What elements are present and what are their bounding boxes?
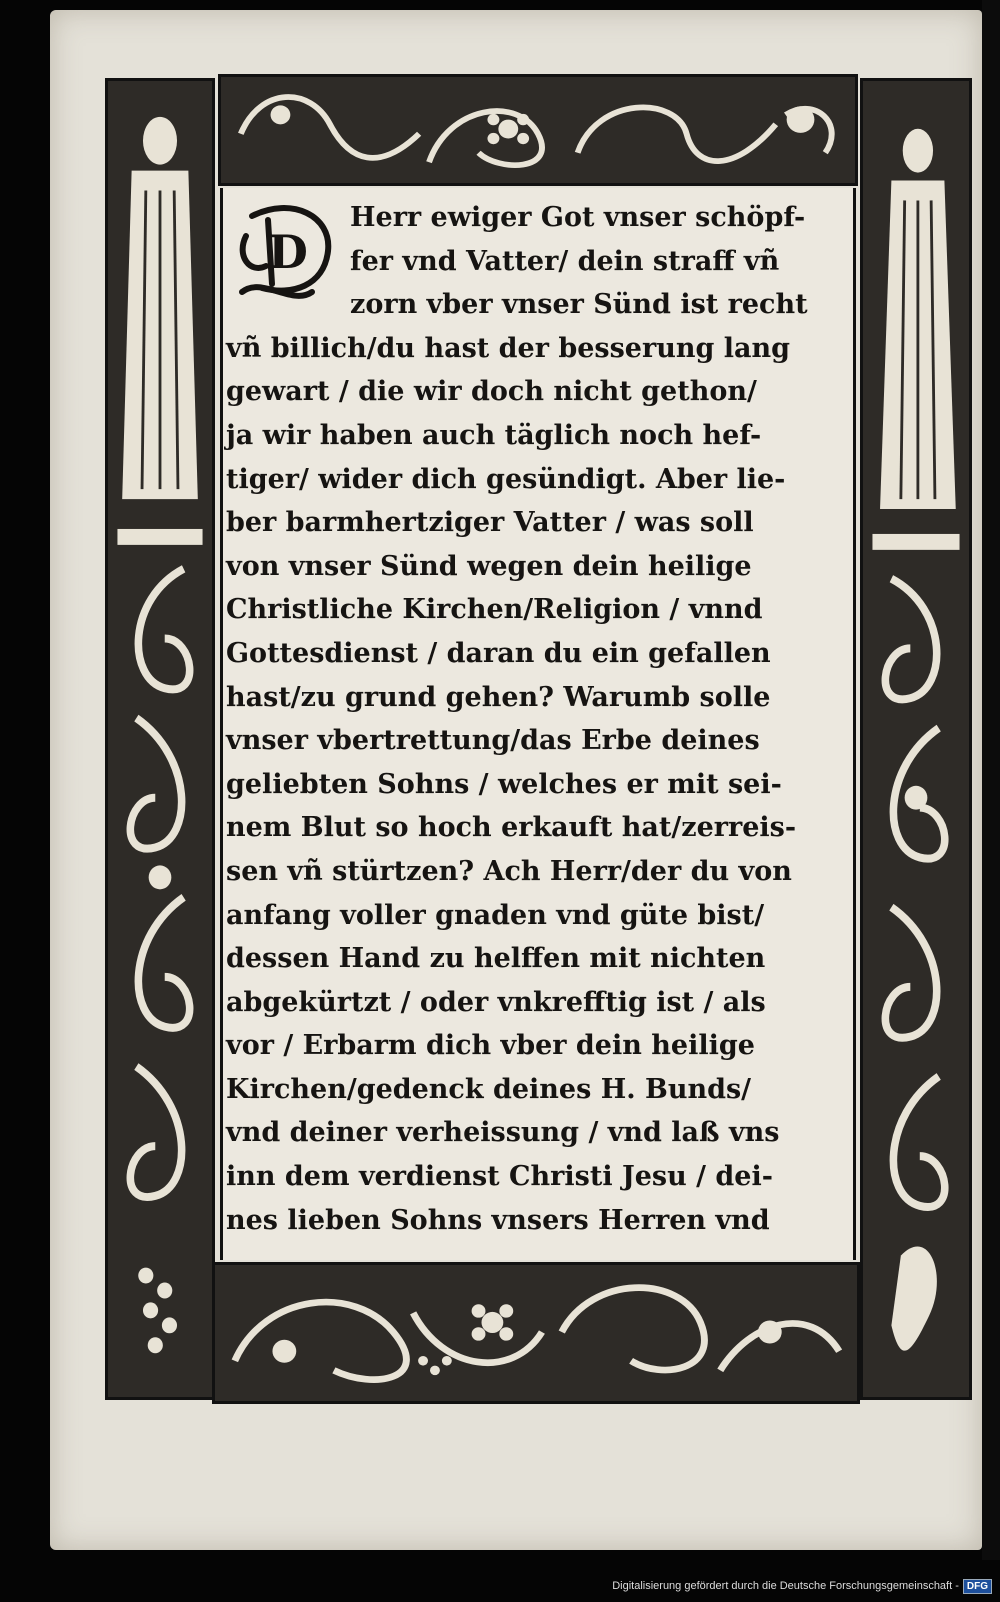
text-line: vnd deiner verheissung / vnd laß vns: [226, 1117, 780, 1149]
dfg-logo[interactable]: DFG: [963, 1579, 992, 1594]
initial-letter: D: [268, 225, 308, 279]
text-line: geliebten Sohns / welches er mit sei-: [226, 768, 782, 800]
woodcut-top-border: [218, 74, 858, 186]
text-line: nes lieben Sohns vnsers Herren vnd: [226, 1204, 770, 1236]
book-edge: [982, 0, 1000, 1560]
digitization-credit: [612, 1575, 992, 1597]
credit-text: Digitalisierung gefördert durch die Deutsche Forschungsgemeinschaft -: [612, 1580, 959, 1592]
woodcut-right-border: [860, 78, 972, 1400]
text-line: inn dem verdienst Christi Jesu / dei-: [226, 1161, 773, 1193]
text-line: gewart / die wir doch nicht gethon/: [226, 376, 757, 408]
text-line: hast/zu grund gehen? Warumb solle: [226, 681, 771, 713]
woodcut-bottom-border: [212, 1262, 860, 1404]
text-line: Gottesdienst / daran du ein gefallen: [226, 637, 771, 669]
text-line: vñ billich/du hast der besserung lang: [226, 332, 791, 364]
text-line: abgekürtzt / oder vnkrefftig ist / als: [226, 986, 766, 1018]
text-line: Kirchen/gedenck deines H. Bunds/: [226, 1073, 752, 1105]
text-line: von vnser Sünd wegen dein heilige: [226, 550, 752, 582]
text-line: ber barmhertziger Vatter / was soll: [226, 507, 754, 539]
text-line: dessen Hand zu helffen mit nichten: [226, 943, 766, 975]
text-line: anfang voller gnaden vnd güte bist/: [226, 899, 765, 931]
text-line: Christliche Kirchen/Religion / vnnd: [226, 594, 763, 626]
text-line: sen vñ stürtzen? Ach Herr/der du von: [226, 855, 792, 887]
text-line: nem Blut so hoch erkauft hat/zerreis-: [226, 812, 797, 844]
body-text: [226, 196, 854, 1242]
text-line: vnser vbertrettung/das Erbe deines: [226, 725, 760, 757]
text-line: vor / Erbarm dich vber dein heilige: [226, 1030, 755, 1062]
woodcut-left-border: [105, 78, 215, 1400]
text-line: zorn vber vnser Sünd ist recht: [350, 289, 808, 321]
text-line: fer vnd Vatter/ dein straff vñ: [350, 245, 780, 277]
text-line: ja wir haben auch täglich noch hef-: [226, 419, 762, 451]
text-line: Herr ewiger Got vnser schöpf-: [350, 202, 806, 233]
text-line: tiger/ wider dich gesündigt. Aber lie-: [226, 463, 786, 495]
